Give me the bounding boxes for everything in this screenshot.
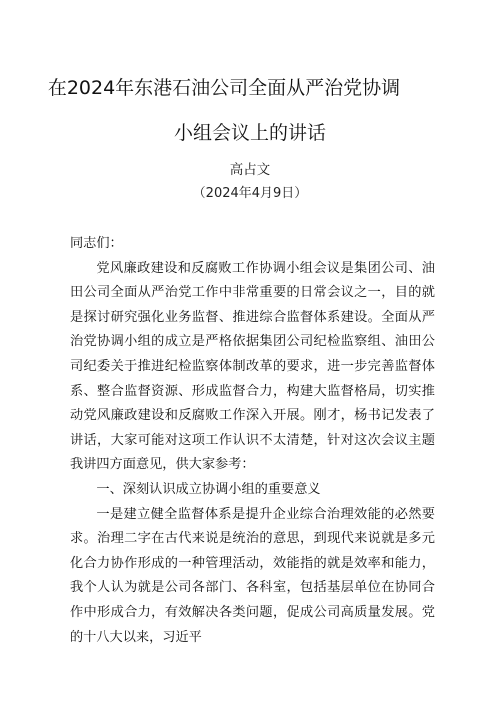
salutation: 同志们： <box>70 236 123 251</box>
document-title-line-1: 在2024年东港石油公司全面从严治党协调 <box>47 77 401 99</box>
document-title-line-2: 小组会议上的讲话 <box>173 122 326 144</box>
body-paragraph: 党风廉政建设和反腐败工作协调小组会议是集团公司、油田公司全面从严治党工作中非常重要的日常会议之一，目的就是探讨研究强化业务监督、推进综合监督体系建设。全面从严治党协调小组的成立是严格依据集团公司纪检监察组、油田公司纪委关于推进纪检监察体制改革的要求，进一步完善监督体系、整合监督资源、形成监督合力，构建大监督格局，切实推动党风廉政建设和反腐败工作深入开展。刚才，杨书记发表了讲话，大家可能对这项工作认识不太清楚，针对这次会议主题我讲四方面意见，供大家参考： <box>70 260 435 473</box>
document-body <box>70 232 435 650</box>
author-name: 高占文 <box>229 162 271 178</box>
section-heading: 一、深刻认识成立协调小组的重要意义 <box>96 481 321 497</box>
body-paragraph: 一是建立健全监督体系是提升企业综合治理效能的必然要求。治理二字在古代来说是统治的意思，到现代来说就是多元化合力协作形成的一种管理活动，效能指的就是效率和能力，我个人认为就是公司各部门、各科室，包括基层单位在协同合作中形成合力，有效解决各类问题，促成公司高质量发展。党的十八大以来，习近平 <box>70 506 435 645</box>
speech-date: （2024年4月9日） <box>192 186 308 201</box>
